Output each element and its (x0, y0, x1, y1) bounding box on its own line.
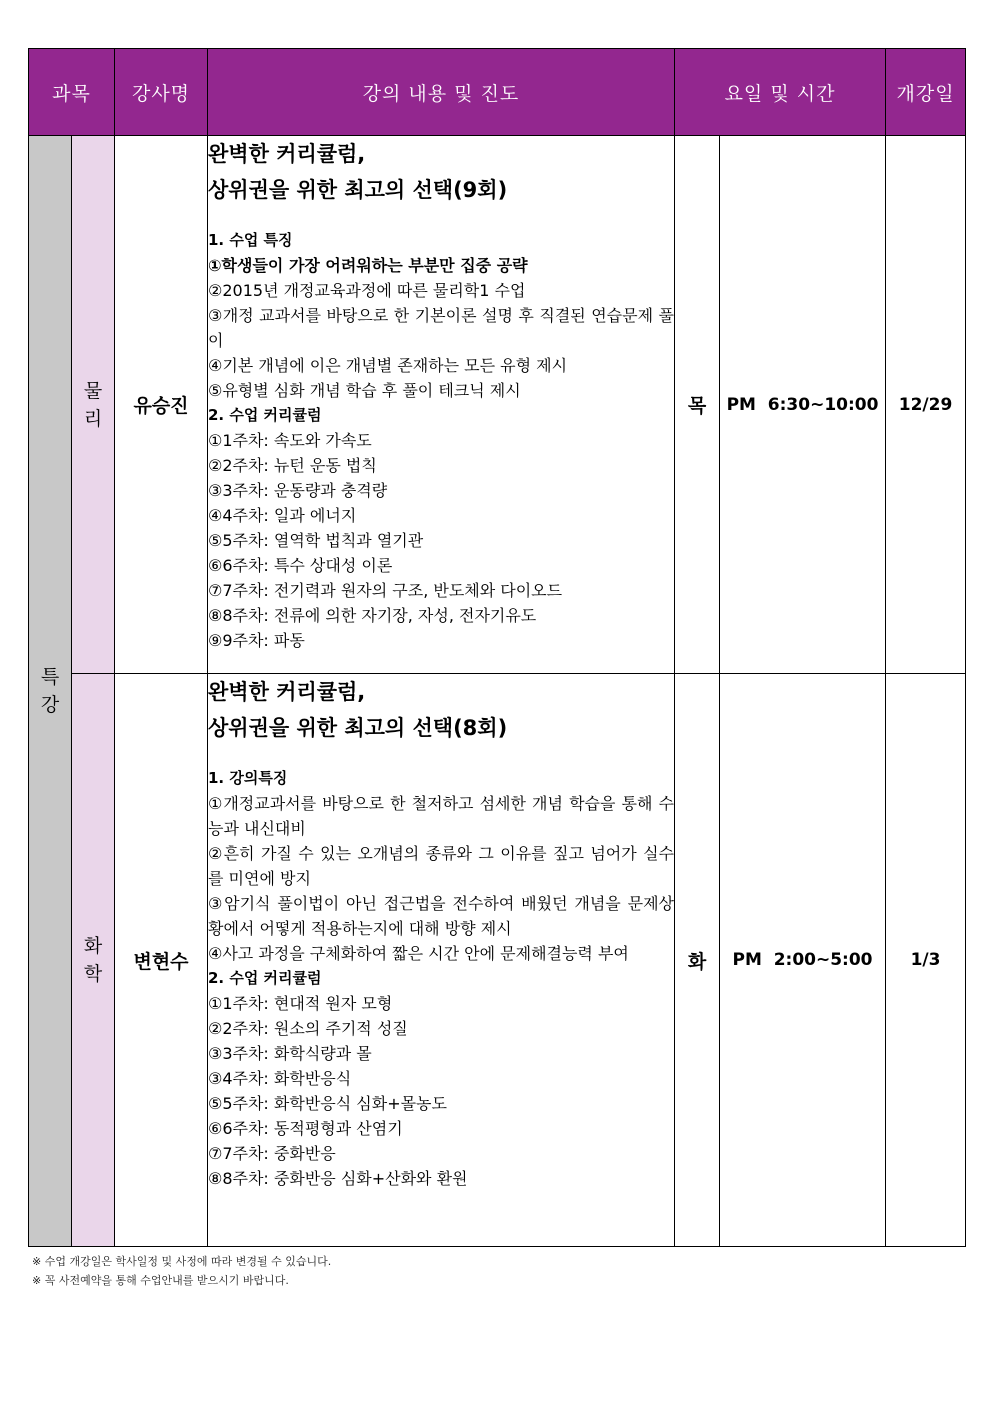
start-date: 1/3 (910, 950, 941, 970)
feature-item: ①학생들이 가장 어려워하는 부분만 집중 공략 (208, 256, 528, 275)
time-label: PM 2:00~5:00 (732, 950, 873, 970)
time-label: PM 6:30~10:00 (726, 394, 879, 415)
start-date: 12/29 (898, 394, 953, 415)
header-content: 강의 내용 및 진도 (208, 49, 675, 136)
curriculum-item: ⑦7주차: 중화반응 (208, 1144, 336, 1163)
teacher-cell (115, 674, 208, 1247)
curriculum-item: ③3주차: 운동량과 충격량 (208, 481, 388, 500)
footnotes (32, 1252, 331, 1290)
section-heading: 1. 수업 특징 (208, 231, 293, 249)
header-subject: 과목 (29, 49, 115, 136)
curriculum-item: ③4주차: 화학반응식 (208, 1069, 352, 1088)
teacher-cell (115, 136, 208, 674)
content-cell (208, 136, 675, 674)
feature-item: ①개정교과서를 바탕으로 한 철저하고 섬세한 개념 학습을 통해 수능과 내신대비 (208, 794, 674, 838)
time-cell (720, 136, 886, 674)
curriculum-item: ④4주차: 일과 에너지 (208, 506, 357, 525)
course-row-chemistry (29, 674, 966, 1247)
teacher-name: 유승진 (133, 395, 189, 417)
feature-item: ⑤유형별 심화 개념 학습 후 풀이 테크닉 제시 (208, 381, 521, 400)
curriculum-item: ②2주차: 원소의 주기적 성질 (208, 1019, 408, 1038)
curriculum-item: ①1주차: 속도와 가속도 (208, 431, 372, 450)
curriculum-item: ⑨9주차: 파동 (208, 631, 305, 650)
curriculum-item: ⑧8주차: 전류에 의한 자기장, 자성, 전자기유도 (208, 606, 537, 625)
course-subtitle: 상위권을 위한 최고의 선택(8회) (208, 716, 508, 740)
course-row-physics (29, 136, 966, 674)
course-subtitle: 상위권을 위한 최고의 선택(9회) (208, 178, 508, 202)
feature-item: ③개정 교과서를 바탕으로 한 기본이론 설명 후 직결된 연습문제 풀이 (208, 306, 674, 350)
curriculum-item: ⑤5주차: 열역학 법칙과 열기관 (208, 531, 424, 550)
curriculum-item: ⑧8주차: 중화반응 심화+산화와 환원 (208, 1169, 468, 1188)
feature-item: ②흔히 가질 수 있는 오개념의 종류와 그 이유를 짚고 넘어가 실수를 미연에 방지 (208, 844, 674, 888)
feature-item: ③암기식 풀이법이 아닌 접근법을 전수하여 배웠던 개념을 문제상황에서 어떻게 적용하는지에 대해 방향 제시 (208, 894, 674, 938)
subject-label: 물리 (83, 379, 103, 430)
curriculum-item: ②2주차: 뉴턴 운동 법칙 (208, 456, 377, 475)
footnote: ※ 꼭 사전예약을 통해 수업안내를 받으시기 바랍니다. (32, 1274, 289, 1287)
time-cell (720, 674, 886, 1247)
start-cell (886, 674, 966, 1247)
teacher-name: 변현수 (133, 950, 189, 973)
header-teacher: 강사명 (115, 49, 208, 136)
day-cell (675, 674, 720, 1247)
section-heading: 2. 수업 커리큘럼 (208, 969, 322, 987)
section-heading: 1. 강의특징 (208, 769, 288, 787)
category-label: 특강 (40, 666, 60, 716)
curriculum-item: ⑦7주차: 전기력과 원자의 구조, 반도체와 다이오드 (208, 581, 563, 600)
feature-item: ④사고 과정을 구체화하여 짧은 시간 안에 문제해결능력 부여 (208, 944, 629, 963)
curriculum-item: ③3주차: 화학식량과 몰 (208, 1044, 372, 1063)
schedule-table (28, 48, 966, 1247)
course-title: 완벽한 커리큘럼, (208, 680, 366, 704)
day-cell (675, 136, 720, 674)
content-cell (208, 674, 675, 1247)
day-label: 화 (687, 950, 707, 973)
day-label: 목 (687, 395, 707, 417)
curriculum-item: ⑤5주차: 화학반응식 심화+몰농도 (208, 1094, 447, 1113)
curriculum-item: ⑥6주차: 특수 상대성 이론 (208, 556, 393, 575)
category-cell (29, 136, 72, 1247)
footnote: ※ 수업 개강일은 학사일정 및 사정에 따라 변경될 수 있습니다. (32, 1255, 332, 1268)
curriculum-item: ⑥6주차: 동적평형과 산염기 (208, 1119, 403, 1138)
section-heading: 2. 수업 커리큘럼 (208, 406, 322, 424)
subject-cell (72, 136, 115, 674)
course-title: 완벽한 커리큘럼, (208, 142, 366, 166)
header-start-date: 개강일 (886, 49, 966, 136)
header-schedule: 요일 및 시간 (675, 49, 886, 136)
subject-label: 화학 (83, 935, 103, 985)
subject-cell (72, 674, 115, 1247)
feature-item: ②2015년 개정교육과정에 따른 물리학1 수업 (208, 281, 526, 300)
header-row (29, 49, 966, 136)
curriculum-item: ①1주차: 현대적 원자 모형 (208, 994, 393, 1013)
feature-item: ④기본 개념에 이은 개념별 존재하는 모든 유형 제시 (208, 356, 568, 375)
start-cell (886, 136, 966, 674)
